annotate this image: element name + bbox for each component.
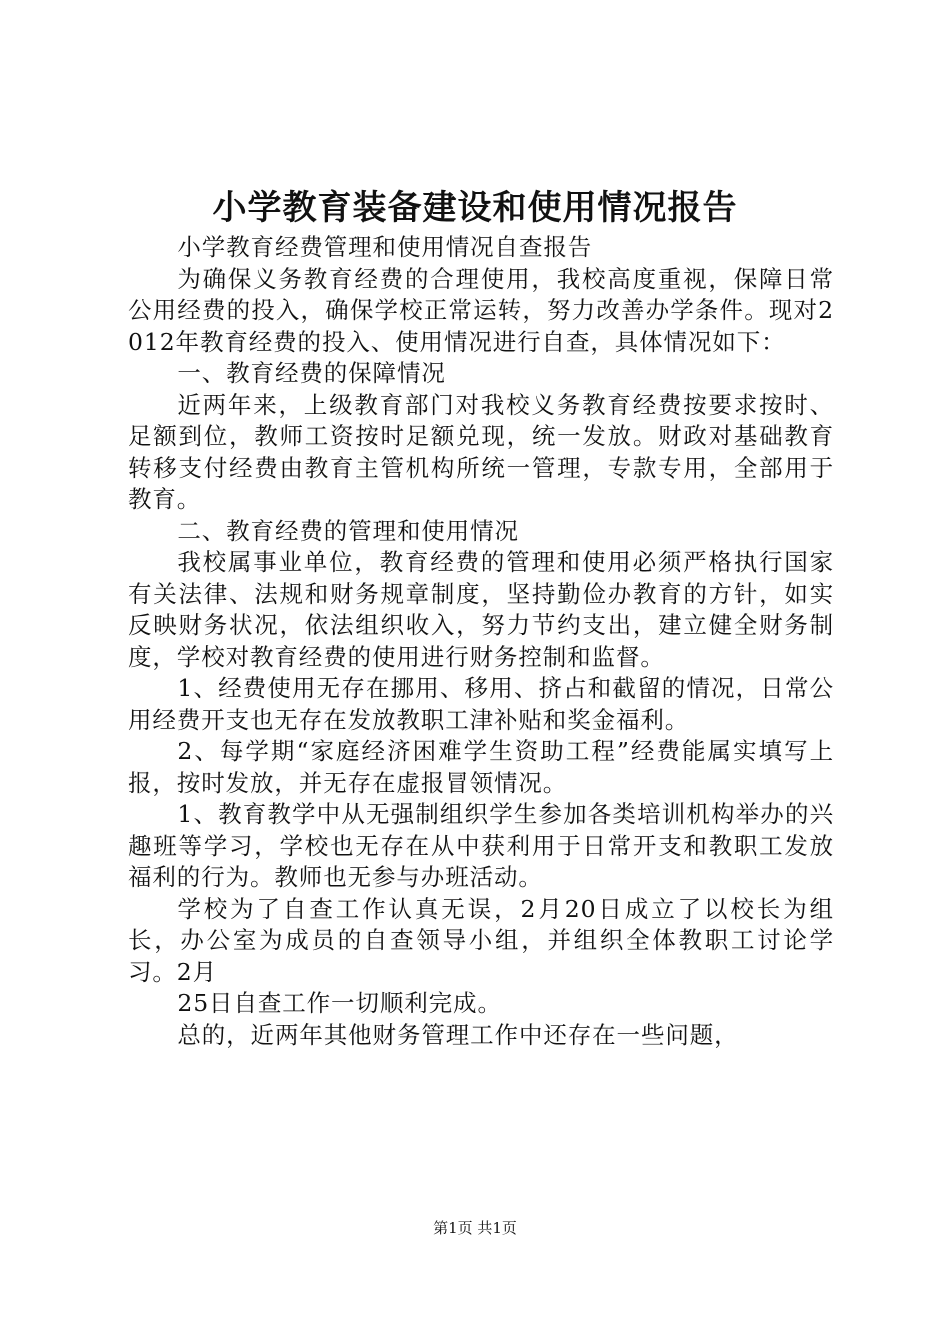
document-body (128, 232, 834, 1051)
section-heading-2: 二、教育经费的管理和使用情况 (177, 516, 519, 545)
paragraph-section-1: 近两年来，上级教育部门对我校义务教育经费按要求按时、足额到位，教师工资按时足额兑现，统一发放。财政对基础教育转移支付经费由教育主管机构所统一管理，专款专用，全部用于教育。 (128, 390, 834, 513)
document-title: 小学教育装备建设和使用情况报告 (212, 188, 738, 228)
list-item-2: 2、每学期“家庭经济困难学生资助工程”经费能属实填写上报，按时发放，并无存在虚报冒领情况。 (128, 737, 834, 797)
paragraph-subtitle: 小学教育经费管理和使用情况自查报告 (177, 233, 593, 261)
page-number-footer: 第1页 共1页 (433, 1219, 517, 1237)
list-item-3: 1、教育教学中从无强制组织学生参加各类培训机构举办的兴趣班等学习，学校也无存在从中获利用于日常开支和教职工发放福利的行为。教师也无参与办班活动。 (128, 800, 834, 891)
paragraph-summary: 总的，近两年其他财务管理工作中还存在一些问题， (177, 1020, 739, 1049)
paragraph-intro: 为确保义务教育经费的合理使用，我校高度重视，保障日常公用经费的投入，确保学校正常运转，努力改善办学条件。现对2012年教育经费的投入、使用情况进行自查，具体情况如下： (128, 264, 834, 356)
list-item-1: 1、经费使用无存在挪用、移用、挤占和截留的情况，日常公用经费开支也无存在发放教职工津补贴和奖金福利。 (128, 674, 834, 734)
paragraph-section-2: 我校属事业单位，教育经费的管理和使用必须严格执行国家有关法律、法规和财务规章制度，坚持勤俭办教育的方针，如实反映财务状况，依法组织收入，努力节约支出，建立健全财务制度，学校对教育经费的使用进行财务控制和监督。 (128, 548, 834, 671)
paragraph-completion: 25日自查工作一切顺利完成。 (177, 989, 502, 1017)
section-heading-1: 一、教育经费的保障情况 (177, 359, 446, 387)
paragraph-inspection: 学校为了自查工作认真无误，2月20日成立了以校长为组长，办公室为成员的自查领导小组，并组织全体教职工讨论学习。2月 (128, 894, 834, 986)
